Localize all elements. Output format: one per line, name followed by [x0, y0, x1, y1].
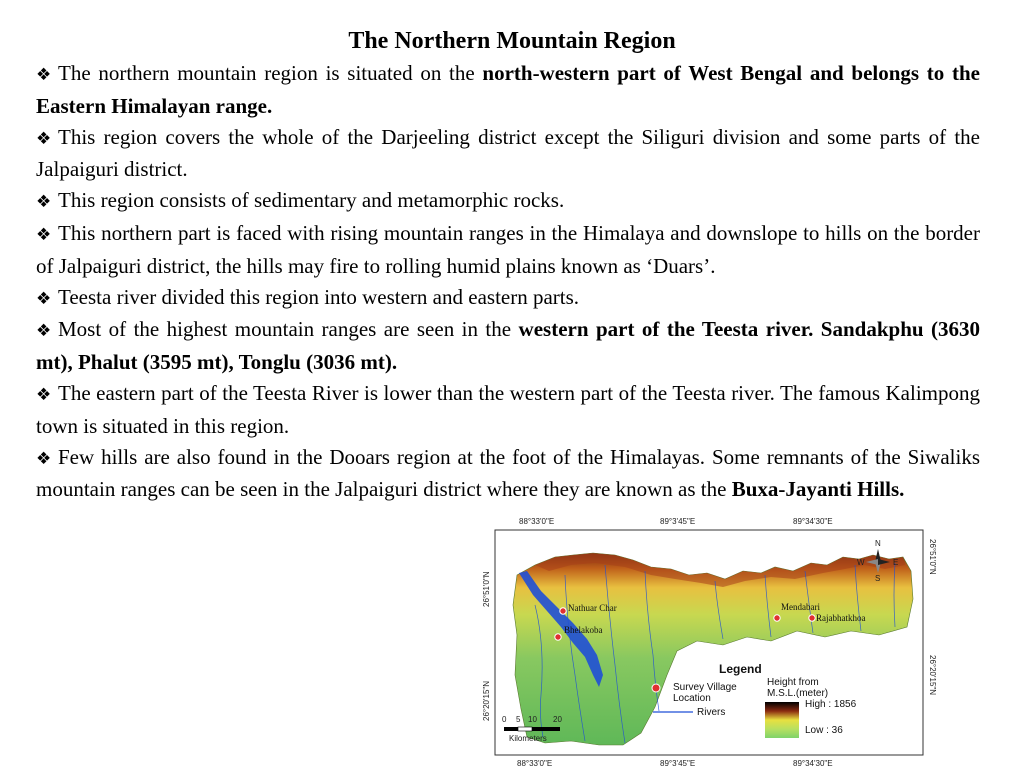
place-label: Mendabari: [781, 602, 820, 612]
bullet-text-bold: north-western part of West Bengal and belongs to the Eastern Himalayan range.: [36, 61, 980, 118]
bullet-item: [36, 314, 980, 378]
scale-tick-label: 0: [502, 715, 507, 724]
place-label: Rajabhatkhoa: [816, 613, 866, 623]
diamond-bullet-icon: ❖: [36, 192, 52, 213]
bottom-tick-label: 89°34'30"E: [793, 759, 833, 768]
bullet-text: This northern part is faced with rising mountain ranges in the Himalaya and downslope to hills on the border of Jalpaiguri district, the hills may fire to rolling humid plains known as ‘Duars’.: [36, 220, 980, 278]
legend-low-label: Low : 36: [805, 725, 843, 736]
bullet-text: This region covers the whole of the Darjeeling district except the Siliguri division and some parts of the Jalpaiguri district.: [36, 124, 980, 182]
bullet-text: The northern mountain region is situated on the: [58, 61, 483, 85]
scale-tick-label: 5: [516, 715, 521, 724]
village-marker: [809, 615, 815, 621]
right-tick-label: 26°51'0"N: [928, 539, 937, 575]
height-color-bar: [765, 702, 799, 738]
diamond-bullet-icon: ❖: [36, 288, 52, 309]
place-label: Nathuar Char: [568, 603, 617, 613]
bullet-text-bold: Buxa-Jayanti Hills.: [731, 477, 905, 502]
svg-text:E: E: [893, 558, 899, 567]
bullet-text: The eastern part of the Teesta River is lower than the western part of the Teesta river. The famous Kalimpong town is situated in this region.: [36, 380, 980, 438]
diamond-bullet-icon: ❖: [36, 384, 52, 405]
diamond-bullet-icon: ❖: [36, 65, 52, 85]
village-marker: [555, 634, 561, 640]
legend-title: Legend: [719, 662, 762, 676]
bottom-tick-label: 89°3'45"E: [660, 759, 696, 768]
top-tick-label: 89°3'45"E: [660, 517, 696, 526]
bullet-item: [36, 282, 980, 315]
bullet-item: [36, 58, 980, 122]
bullet-text-bold: western part of the Teesta river. Sandakphu (3630 mt), Phalut (3595 mt), Tonglu (3036 mt).: [36, 317, 981, 375]
bullet-text: Most of the highest mountain ranges are seen in the: [58, 317, 519, 342]
legend-village-marker: [652, 684, 660, 692]
svg-text:S: S: [875, 574, 881, 583]
bottom-tick-label: 88°33'0"E: [517, 759, 553, 768]
bullet-item: [36, 378, 980, 442]
map-figure: [475, 515, 945, 768]
legend-village-label: Survey Village Location: [673, 682, 737, 704]
diamond-bullet-icon: ❖: [36, 321, 52, 342]
left-tick-label: 26°20'15"N: [482, 680, 491, 721]
bullet-text: Few hills are also found in the Dooars region at the foot of the Himalayas. Some remnants of the Siwaliks mountain ranges can be seen in the Jalpaiguri district where they are known as the: [36, 444, 980, 502]
bullet-item: [36, 442, 980, 506]
bullet-item: [36, 185, 980, 218]
bullet-item: [36, 122, 980, 186]
svg-text:W: W: [857, 558, 865, 567]
place-label: Bhelakoba: [564, 625, 603, 635]
bullet-text: Teesta river divided this region into western and eastern parts.: [58, 284, 580, 309]
scale-tick-label: 20: [553, 715, 562, 724]
top-tick-label: 89°34'30"E: [793, 517, 833, 526]
bullet-item: [36, 218, 980, 282]
slide-title: The Northern Mountain Region: [348, 28, 676, 54]
village-marker: [774, 615, 780, 621]
top-tick-label: 88°33'0"E: [519, 517, 555, 526]
bullet-text: This region consists of sedimentary and metamorphic rocks.: [58, 188, 565, 213]
bullet-list: [36, 58, 980, 505]
legend-height-label: Height from M.S.L.(meter): [767, 677, 829, 699]
left-tick-label: 26°51'0"N: [482, 571, 491, 607]
diamond-bullet-icon: ❖: [36, 128, 52, 149]
right-tick-label: 26°20'15"N: [928, 655, 937, 696]
region-map: [475, 515, 945, 768]
scale-unit-label: Kilometers: [509, 734, 547, 743]
village-marker: [560, 608, 566, 614]
scale-tick-label: 10: [528, 715, 537, 724]
svg-text:N: N: [875, 539, 881, 548]
legend-high-label: High : 1856: [805, 699, 857, 710]
diamond-bullet-icon: ❖: [36, 448, 52, 469]
legend-rivers-label: Rivers: [697, 707, 726, 718]
diamond-bullet-icon: ❖: [36, 224, 52, 245]
